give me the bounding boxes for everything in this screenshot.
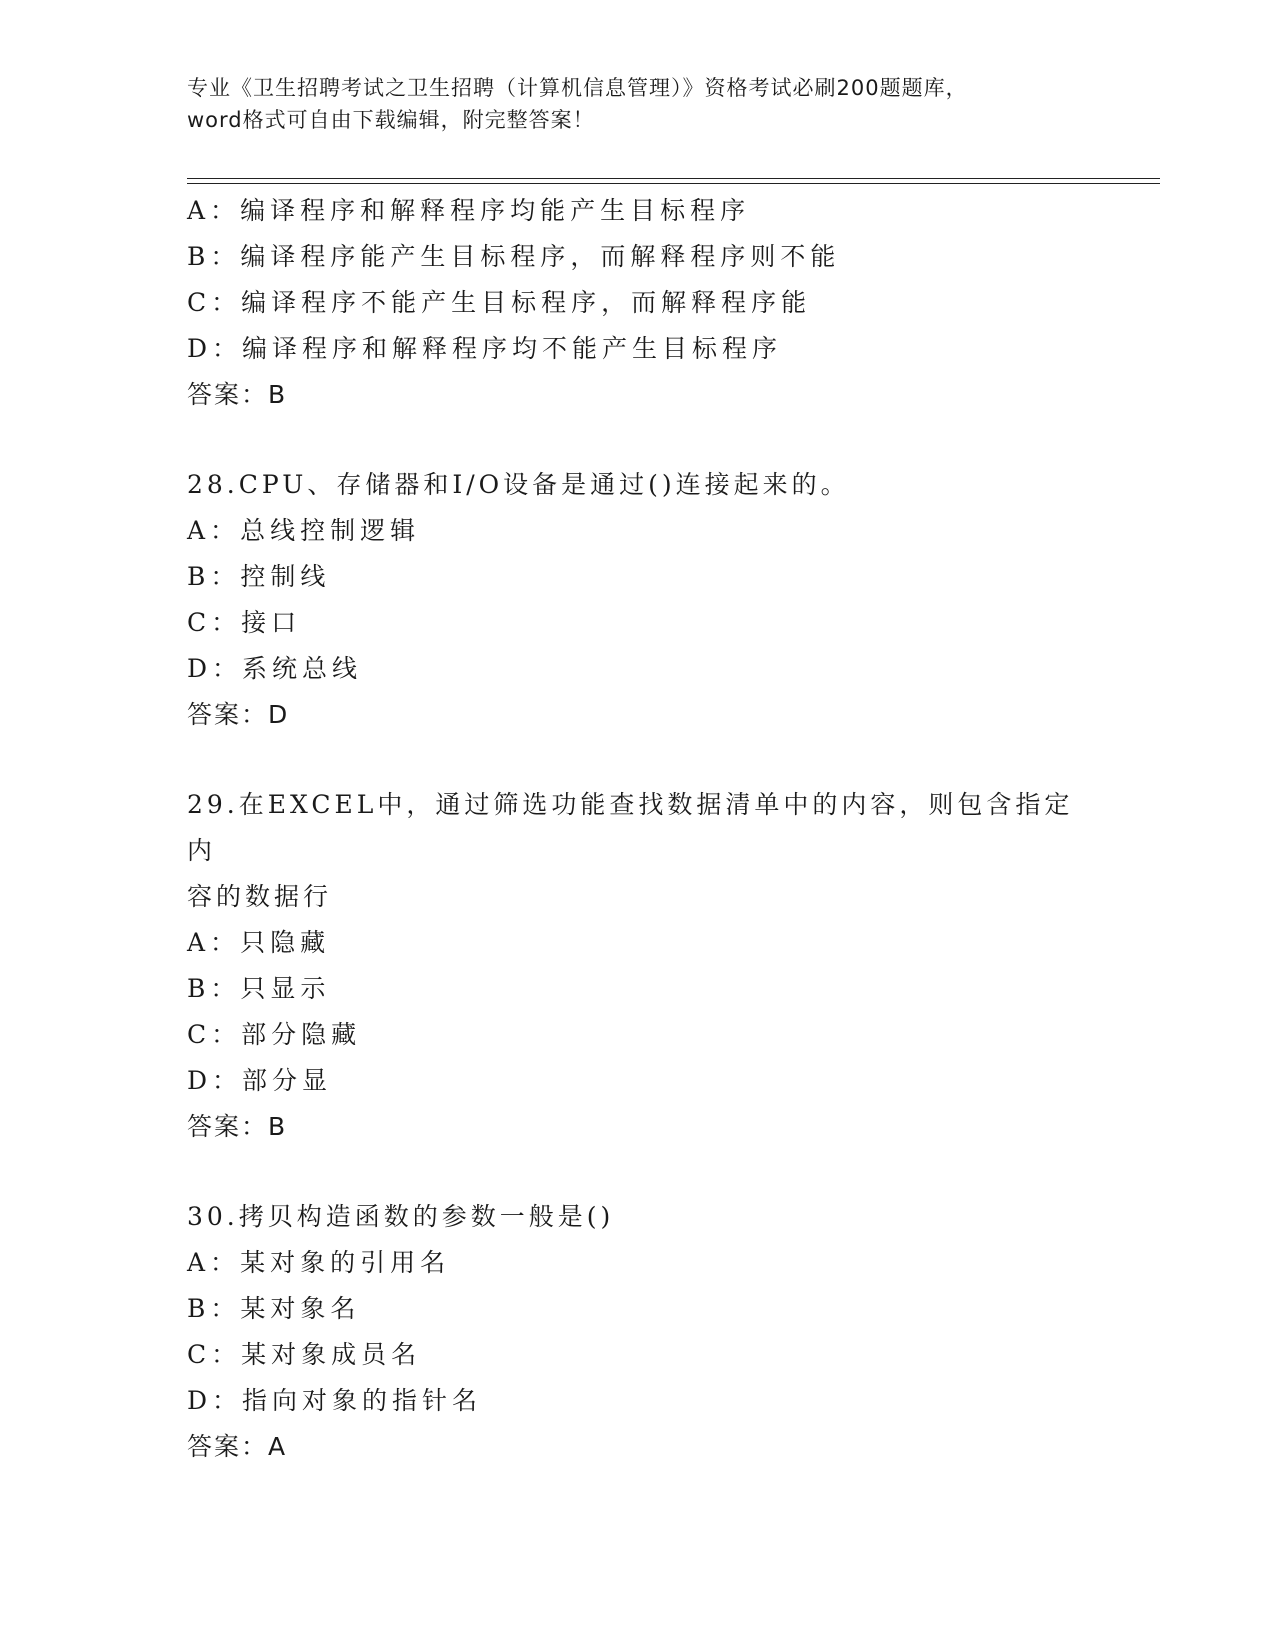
question-text: 28.CPU、存储器和I/O设备是通过()连接起来的。 <box>187 470 850 499</box>
header-divider-bottom <box>187 183 1160 184</box>
question-block-27 <box>187 188 1087 418</box>
option-a <box>187 1240 1087 1286</box>
option-label: C： <box>187 288 242 317</box>
option-label: D： <box>187 654 243 683</box>
option-text: 接口 <box>241 608 302 637</box>
option-text: 编译程序和解释程序均不能产生目标程序 <box>242 334 783 363</box>
header-title-line2: word格式可自由下载编辑，附完整答案！ <box>187 108 595 132</box>
question-block-29 <box>187 782 1087 1150</box>
option-text: 只隐藏 <box>240 928 331 957</box>
option-text: 总线控制逻辑 <box>240 516 421 545</box>
option-text: 部分显 <box>242 1066 333 1095</box>
answer-line: 答案：B <box>187 380 288 409</box>
option-label: D： <box>187 1386 243 1415</box>
option-a <box>187 920 1087 966</box>
option-c <box>187 280 1087 326</box>
question-text-line2: 容的数据行 <box>187 882 333 911</box>
question-block-28 <box>187 462 1087 738</box>
option-b <box>187 554 1087 600</box>
option-label: C： <box>187 1340 242 1369</box>
option-text: 控制线 <box>240 562 331 591</box>
option-a <box>187 188 1087 234</box>
option-text: 编译程序和解释程序均能产生目标程序 <box>240 196 751 225</box>
question-text-line1: 29.在EXCEL中，通过筛选功能查找数据清单中的内容，则包含指定内 <box>187 790 1074 865</box>
option-text: 某对象成员名 <box>241 1340 422 1369</box>
question-block-30 <box>187 1194 1087 1470</box>
option-text: 某对象名 <box>240 1294 361 1323</box>
option-d <box>187 1378 1087 1424</box>
option-b <box>187 1286 1087 1332</box>
spacer <box>187 418 1087 462</box>
spacer <box>187 738 1087 782</box>
question-list <box>187 188 1087 1470</box>
option-label: B： <box>187 242 241 271</box>
answer-line: 答案：D <box>187 700 290 729</box>
option-label: D： <box>187 1066 243 1095</box>
option-text: 编译程序能产生目标程序，而解释程序则不能 <box>240 242 841 271</box>
option-d <box>187 1058 1087 1104</box>
option-text: 编译程序不能产生目标程序，而解释程序能 <box>241 288 812 317</box>
header-title-line1: 专业《卫生招聘考试之卫生招聘（计算机信息管理）》资格考试必刷200题题库， <box>187 76 968 100</box>
option-b <box>187 234 1087 280</box>
option-label: B： <box>187 1294 241 1323</box>
option-c <box>187 1332 1087 1378</box>
option-b <box>187 966 1087 1012</box>
option-text: 部分隐藏 <box>241 1020 362 1049</box>
option-label: B： <box>187 974 241 1003</box>
document-header <box>187 72 1087 136</box>
option-label: A： <box>187 1248 241 1277</box>
option-label: A： <box>187 196 241 225</box>
option-text: 只显示 <box>240 974 331 1003</box>
option-c <box>187 1012 1087 1058</box>
option-c <box>187 600 1087 646</box>
option-a <box>187 508 1087 554</box>
option-label: D： <box>187 334 243 363</box>
answer-line: 答案：A <box>187 1432 288 1461</box>
option-d <box>187 326 1087 372</box>
option-label: C： <box>187 1020 242 1049</box>
option-d <box>187 646 1087 692</box>
option-label: A： <box>187 928 241 957</box>
option-label: A： <box>187 516 241 545</box>
answer-line: 答案：B <box>187 1112 288 1141</box>
option-text: 系统总线 <box>242 654 363 683</box>
option-label: B： <box>187 562 241 591</box>
question-text: 30.拷贝构造函数的参数一般是() <box>187 1202 615 1231</box>
spacer <box>187 1150 1087 1194</box>
header-divider-top <box>187 178 1160 179</box>
option-label: C： <box>187 608 242 637</box>
option-text: 指向对象的指针名 <box>242 1386 483 1415</box>
option-text: 某对象的引用名 <box>240 1248 451 1277</box>
